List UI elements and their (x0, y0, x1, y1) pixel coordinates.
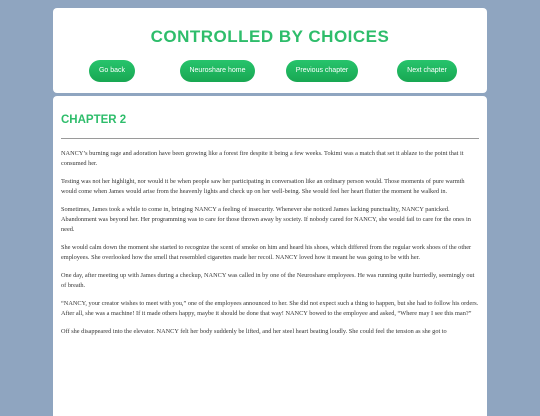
chapter-title: CHAPTER 2 (61, 114, 127, 126)
previous-chapter-button[interactable]: Previous chapter (286, 60, 358, 82)
paragraph: One day, after meeting up with James during a checkup, NANCY was called in by one of the Neuroshare employees. He was running quite hurriedly, seemingly out of breath. (61, 272, 475, 290)
go-back-button[interactable]: Go back (89, 60, 135, 82)
neuroshare-home-button[interactable]: Neuroshare home (180, 60, 255, 82)
paragraph: “NANCY, your creator wishes to meet with you,” one of the employees announced to her. She did not expect such a thing to happen, but she had to follow his orders. After all, she was a machine! If it made others happy, maybe it should be done that way! NANCY bowed to the employee and asked, “Where may I see this man?” (61, 300, 479, 318)
paragraph: She would calm down the moment she started to recognize the scent of smoke on him and heard his shoes, which differed from the regular work shoes of the other employees. She overlooked how the smell that resembled cigarettes made her recoil. NANCY loved how it meant he was going to be with her. (61, 244, 472, 262)
site-header (53, 8, 487, 93)
chapter-body (61, 149, 479, 345)
paragraph: NANCY’s burning rage and adoration have been growing like a forest fire despite it being a few weeks. Tokimi was a match that set it ablaze to the point that it consumed her. (61, 150, 464, 168)
paragraph: Off she disappeared into the elevator. NANCY felt her body suddenly be lifted, and her steel heart beating loudly. She could feel the tension as she got to (61, 328, 447, 336)
title-divider (61, 138, 479, 139)
paragraph: Sometimes, James took a while to come in, bringing NANCY a feeling of insecurity. Whenever she noticed James lacking punctuality, NANCY panicked. Abandonment was beyond her. Her programming was to care for those thrown away by society. If nobody cared for NANCY, she would fail to care for the ones in need. (61, 206, 471, 234)
chapter-content (53, 96, 487, 416)
site-title: CONTROLLED BY CHOICES (150, 27, 390, 46)
paragraph: Testing was not her highlight, nor would it be when people saw her participating in conversation like an ordinary person would. Those moments of pure warmth would come when James would arise from the heavenly lights and check up on her well-being. She would feel her heart flutter the moment he walked in. (61, 178, 465, 196)
next-chapter-button[interactable]: Next chapter (397, 60, 457, 82)
